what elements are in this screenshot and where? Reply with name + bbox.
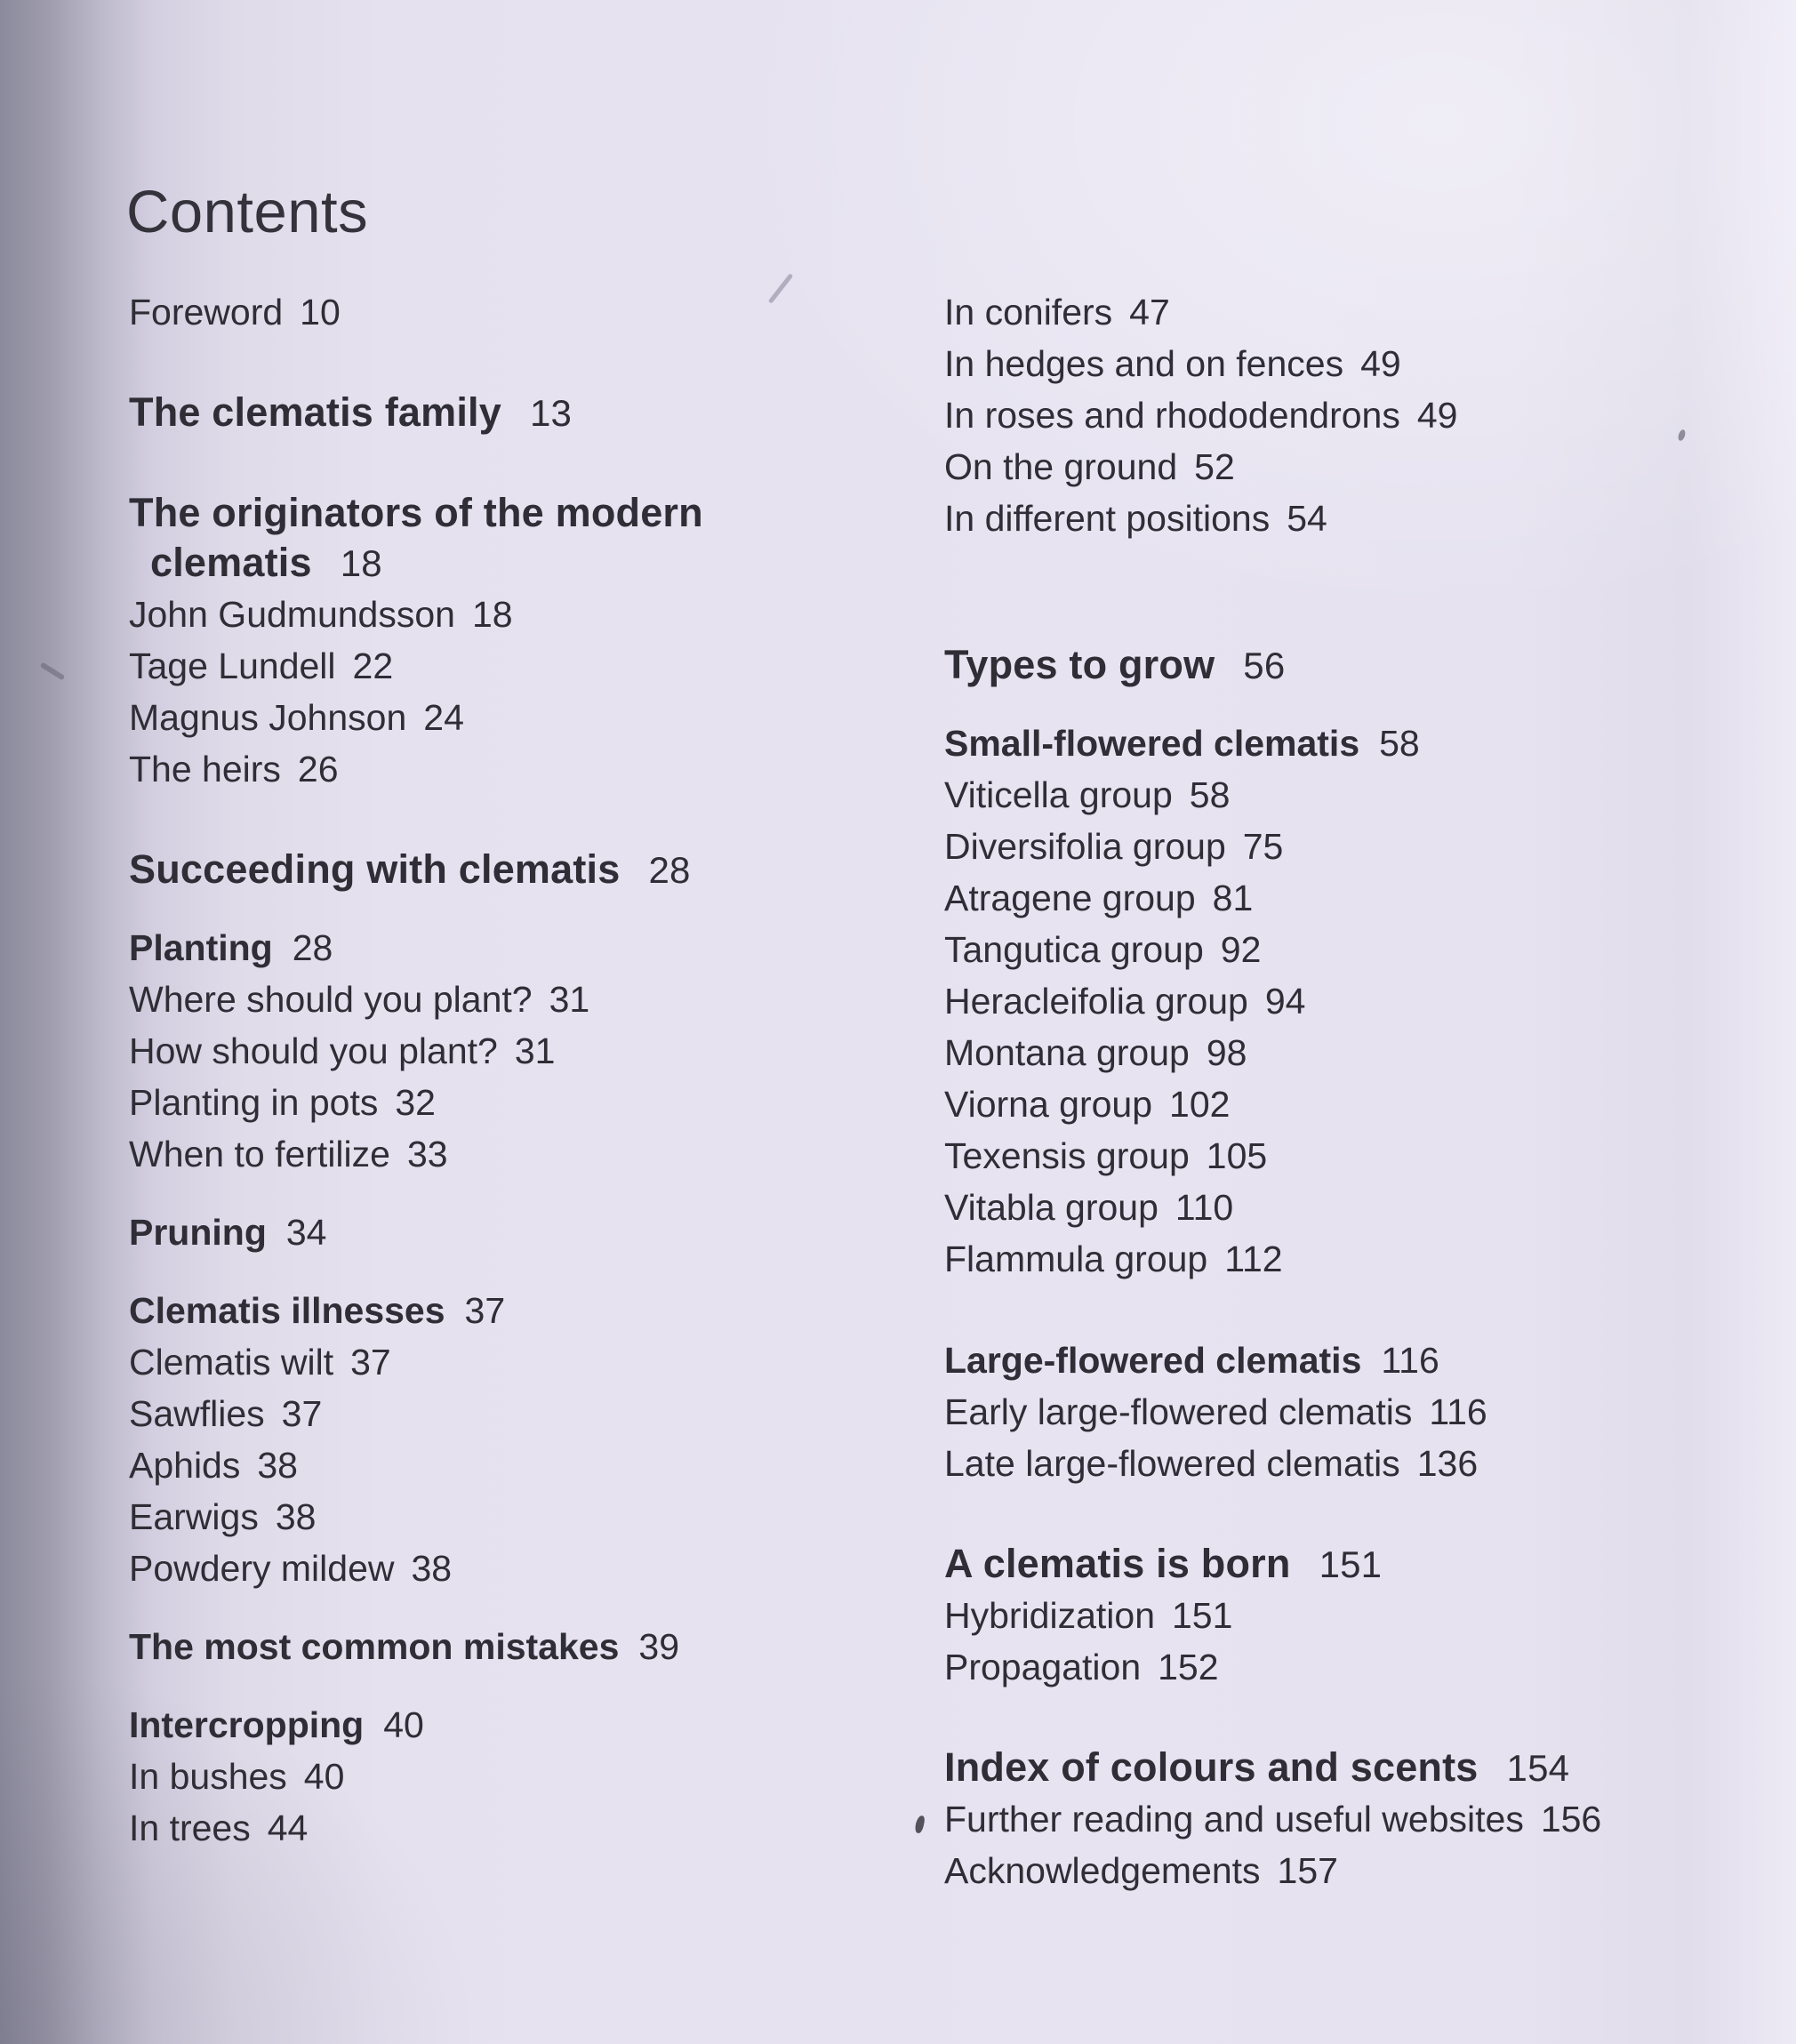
toc-item-label: Propagation	[944, 1647, 1142, 1687]
toc-entry	[944, 821, 1727, 872]
toc-entry	[129, 589, 911, 640]
toc-entry	[944, 975, 1727, 1027]
toc-item-page-number: 105	[1206, 1135, 1268, 1176]
toc-item-page-number: 37	[350, 1342, 391, 1383]
toc-entry	[129, 1543, 911, 1594]
toc-item-label: Intercropping	[129, 1704, 365, 1745]
toc-item-page-number: 92	[1220, 929, 1262, 970]
toc-item-label: Sawflies	[129, 1393, 265, 1434]
toc-item-label: A clematis is born	[944, 1541, 1291, 1586]
toc-item-page-number: 22	[352, 645, 394, 686]
toc-item-label: Clematis wilt	[129, 1342, 334, 1383]
toc-subheading	[129, 1621, 911, 1672]
toc-subheading	[129, 1699, 911, 1751]
toc-item-label: Powdery mildew	[129, 1548, 395, 1589]
toc-item-label: Hybridization	[944, 1595, 1155, 1636]
toc-subheading	[944, 717, 1727, 769]
toc-entry	[129, 1128, 911, 1180]
toc-item-page-number: 151	[1319, 1543, 1383, 1585]
toc-item-label: How should you plant?	[129, 1030, 498, 1071]
toc-item-label: Clematis illnesses	[129, 1290, 445, 1331]
toc-entry	[944, 1233, 1727, 1285]
toc-item-label-line2: clematis	[150, 540, 312, 585]
toc-item-label: Heracleifolia group	[944, 981, 1248, 1022]
toc-item-page-number: 26	[297, 749, 339, 790]
toc-item-label: Flammula group	[944, 1238, 1208, 1279]
toc-item-label: Atragene group	[944, 878, 1196, 918]
toc-item-page-number: 40	[303, 1756, 345, 1797]
toc-item-label: Viticella group	[944, 774, 1173, 815]
toc-entry	[944, 924, 1727, 975]
toc-entry	[944, 1438, 1727, 1489]
toc-entry	[944, 1182, 1727, 1233]
toc-entry	[944, 1845, 1727, 1896]
toc-entry	[129, 640, 911, 692]
toc-item-page-number: 152	[1158, 1647, 1219, 1687]
toc-item-page-number: 156	[1540, 1799, 1602, 1840]
toc-item-label: Texensis group	[944, 1135, 1190, 1176]
toc-entry	[129, 743, 911, 795]
toc-item-page-number: 56	[1243, 645, 1286, 686]
toc-item-label: Earwigs	[129, 1496, 259, 1537]
toc-item-page-number: 58	[1379, 723, 1420, 764]
toc-item-page-number: 28	[292, 927, 333, 968]
toc-item-label: Types to grow	[944, 642, 1215, 687]
toc-section-heading	[944, 640, 1727, 691]
toc-entry	[944, 1078, 1727, 1130]
toc-entry	[944, 1027, 1727, 1078]
toc-section-heading	[944, 1539, 1727, 1590]
toc-item-page-number: 49	[1360, 343, 1401, 384]
toc-entry	[129, 1388, 911, 1439]
toc-item-label: On the ground	[944, 446, 1178, 487]
toc-entry	[944, 1590, 1727, 1641]
toc-entry	[129, 692, 911, 743]
toc-item-page-number: 52	[1194, 446, 1235, 487]
toc-item-page-number: 31	[549, 979, 590, 1020]
toc-item-page-number: 136	[1416, 1443, 1479, 1484]
toc-entry	[944, 1386, 1727, 1438]
toc-item-page-number: 38	[275, 1496, 317, 1537]
toc-subheading	[944, 1335, 1727, 1386]
toc-item-label-line1: The originators of the modern	[129, 490, 703, 535]
toc-item-page-number: 32	[395, 1082, 436, 1123]
toc-item-page-number: 75	[1242, 826, 1284, 867]
toc-item-label: Viorna group	[944, 1084, 1153, 1125]
toc-entry	[944, 872, 1727, 924]
toc-item-label: Vitabla group	[944, 1187, 1159, 1228]
toc-entry	[129, 1751, 911, 1802]
toc-item-label: John Gudmundsson	[129, 594, 455, 635]
toc-item-page-number: 58	[1189, 774, 1231, 815]
toc-item-label: Pruning	[129, 1212, 267, 1253]
toc-item-page-number: 116	[1429, 1391, 1487, 1432]
toc-item-page-number: 33	[406, 1134, 448, 1174]
toc-entry	[944, 389, 1727, 441]
toc-item-label: In roses and rhododendrons	[944, 395, 1400, 436]
toc-entry	[129, 1802, 911, 1854]
toc-item-page-number: 28	[648, 849, 691, 891]
toc-item-label: Foreword	[129, 292, 284, 333]
toc-item-page-number: 49	[1416, 395, 1458, 436]
toc-entry	[944, 1641, 1727, 1693]
toc-item-label: In different positions	[944, 498, 1271, 539]
toc-item-page-number: 13	[529, 392, 573, 434]
toc-item-page-number: 98	[1206, 1032, 1247, 1073]
toc-item-label: Tage Lundell	[129, 645, 336, 686]
toc-item-label: Further reading and useful websites	[944, 1799, 1524, 1840]
toc-item-page-number: 10	[300, 292, 341, 333]
toc-item-page-number: 37	[464, 1290, 506, 1331]
toc-item-label: Acknowledgements	[944, 1850, 1261, 1891]
toc-item-label: Early large-flowered clematis	[944, 1391, 1413, 1432]
toc-item-page-number: 94	[1264, 981, 1306, 1022]
toc-entry	[129, 1439, 911, 1491]
toc-item-page-number: 151	[1172, 1595, 1233, 1636]
toc-entry	[944, 1793, 1727, 1845]
toc-item-page-number: 40	[383, 1704, 424, 1745]
toc-item-label: In trees	[129, 1808, 251, 1848]
toc-entry	[944, 441, 1727, 493]
toc-item-page-number: 154	[1506, 1747, 1570, 1789]
toc-column-left	[129, 286, 911, 1854]
toc-entry	[944, 493, 1727, 544]
toc-subheading	[129, 922, 911, 974]
toc-section-heading	[129, 845, 911, 895]
toc-item-label: Montana group	[944, 1032, 1190, 1073]
scan-smudge	[40, 662, 66, 681]
toc-item-page-number: 47	[1129, 292, 1170, 333]
toc-item-page-number: 112	[1224, 1238, 1283, 1279]
toc-item-label: The most common mistakes	[129, 1626, 620, 1667]
toc-item-label: In hedges and on fences	[944, 343, 1344, 384]
toc-item-page-number: 18	[340, 542, 382, 584]
toc-item-label: Aphids	[129, 1445, 241, 1486]
toc-column-right	[944, 286, 1727, 1896]
toc-entry	[944, 769, 1727, 821]
toc-entry	[129, 1491, 911, 1543]
toc-item-label: Small-flowered clematis	[944, 723, 1360, 764]
toc-item-label: Planting	[129, 927, 273, 968]
toc-item-page-number: 31	[514, 1030, 556, 1071]
toc-entry	[129, 1336, 911, 1388]
toc-item-page-number: 38	[257, 1445, 298, 1486]
toc-entry	[129, 286, 911, 338]
toc-item-label: Late large-flowered clematis	[944, 1443, 1400, 1484]
toc-item-page-number: 18	[471, 594, 513, 635]
toc-entry	[944, 286, 1727, 338]
toc-item-page-number: 81	[1212, 878, 1254, 918]
toc-entry	[129, 1077, 911, 1128]
toc-item-page-number: 44	[267, 1808, 309, 1848]
toc-item-label: Planting in pots	[129, 1082, 379, 1123]
toc-item-page-number: 102	[1169, 1084, 1231, 1125]
toc-section-heading	[129, 488, 911, 589]
toc-item-page-number: 110	[1175, 1187, 1234, 1228]
scan-speck	[914, 1815, 926, 1833]
toc-entry	[129, 974, 911, 1025]
toc-item-label: Succeeding with clematis	[129, 846, 621, 892]
toc-item-label: Index of colours and scents	[944, 1744, 1479, 1790]
toc-item-page-number: 24	[423, 697, 464, 738]
toc-subheading	[129, 1206, 911, 1258]
toc-entry	[944, 338, 1727, 389]
toc-item-label: Large-flowered clematis	[944, 1340, 1362, 1381]
toc-item-page-number: 54	[1287, 498, 1327, 539]
toc-section-heading	[129, 388, 911, 438]
toc-item-label: When to fertilize	[129, 1134, 390, 1174]
toc-item-page-number: 157	[1277, 1850, 1338, 1891]
toc-item-label: Tangutica group	[944, 929, 1204, 970]
toc-item-label: In bushes	[129, 1756, 287, 1797]
page-title: Contents	[126, 179, 369, 245]
toc-item-label: In conifers	[944, 292, 1113, 333]
toc-item-label: The heirs	[129, 749, 281, 790]
toc-subheading	[129, 1285, 911, 1336]
toc-item-page-number: 39	[638, 1626, 679, 1667]
toc-item-page-number: 38	[411, 1548, 453, 1589]
toc-item-page-number: 37	[281, 1393, 323, 1434]
toc-item-label: Diversifolia group	[944, 826, 1226, 867]
toc-item-label: Magnus Johnson	[129, 697, 407, 738]
toc-entry	[129, 1025, 911, 1077]
toc-item-label: Where should you plant?	[129, 979, 533, 1020]
toc-item-label: The clematis family	[129, 389, 501, 435]
toc-section-heading	[944, 1743, 1727, 1793]
toc-item-page-number: 116	[1381, 1340, 1439, 1381]
toc-item-page-number: 34	[285, 1212, 327, 1253]
toc-entry	[944, 1130, 1727, 1182]
